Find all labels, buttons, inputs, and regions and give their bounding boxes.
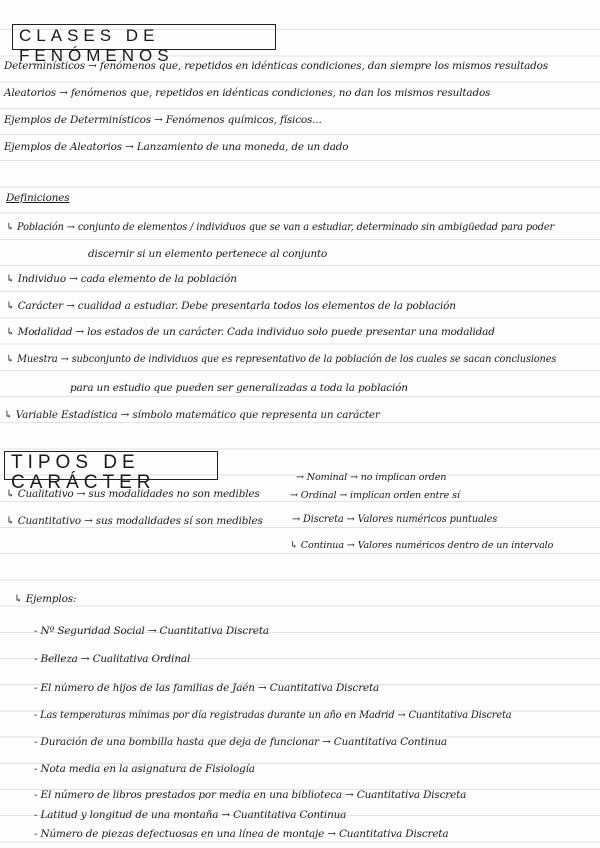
definition-line: ↳ Muestra → subconjunto de individuos que es representativo de la población de los cuales se sacan conclusiones	[6, 354, 557, 365]
tipo-discreta: → Discreta → Valores numéricos puntuales	[292, 514, 498, 525]
definition-line: ↳ Variable Estadística → símbolo matemático que representa un carácter	[4, 409, 380, 421]
definition-line: ↳ Individuo → cada elemento de la población	[6, 273, 237, 285]
example-item: - El número de hijos de las familias de Jaén → Cuantitativa Discreta	[34, 682, 380, 694]
example-item: - Belleza → Cualitativa Ordinal	[34, 653, 191, 665]
definition-line: discernir si un elemento pertenece al conjunto	[88, 248, 328, 260]
example-item: - Nº Seguridad Social → Cuantitativa Discreta	[34, 625, 269, 637]
page-title: CLASES DE FENÓMENOS	[12, 24, 276, 50]
example-item: - Las temperaturas mínimas por día registradas durante un año en Madrid → Cuantitativa Discreta	[34, 710, 512, 721]
tipo-cuantitativo: ↳ Cuantitativo → sus modalidades sí son medibles	[6, 515, 263, 527]
example-item: - Número de piezas defectuosas en una línea de montaje → Cuantitativa Discreta	[34, 828, 449, 840]
tipo-ordinal: → Ordinal → implican orden entre sí	[290, 490, 460, 501]
example-item: - Duración de una bombilla hasta que deja de funcionar → Cuantitativa Continua	[34, 736, 447, 748]
intro-line: Ejemplos de Aleatorios → Lanzamiento de una moneda, de un dado	[4, 141, 349, 153]
intro-line: Determinísticos → fenómenos que, repetidos en idénticas condiciones, dan siempre los mismos resultados	[4, 60, 548, 72]
intro-line: Ejemplos de Determinísticos → Fenómenos químicos, físicos...	[4, 114, 322, 126]
examples-heading: ↳ Ejemplos:	[14, 593, 77, 605]
example-item: - El número de libros prestados por media en una biblioteca → Cuantitativa Discreta	[34, 789, 467, 801]
intro-line: Aleatorios → fenómenos que, repetidos en idénticas condiciones, no dan los mismos resultados	[4, 87, 491, 99]
tipo-nominal: → Nominal → no implican orden	[296, 472, 447, 483]
definitions-heading: Definiciones	[6, 192, 70, 204]
tipo-cualitativo: ↳ Cualitativo → sus modalidades no son medibles	[6, 488, 260, 500]
example-item: - Latitud y longitud de una montaña → Cuantitativa Continua	[34, 809, 347, 821]
definition-line: para un estudio que pueden ser generalizadas a toda la población	[70, 382, 408, 394]
section-title: TIPOS DE CARÁCTER	[4, 451, 218, 480]
definition-line: ↳ Población → conjunto de elementos / individuos que se van a estudiar, determinado sin ambigüedad para poder	[6, 222, 555, 233]
example-item: - Nota media en la asignatura de Fisiología	[34, 763, 255, 775]
definition-line: ↳ Modalidad → los estados de un carácter. Cada individuo solo puede presentar una modalidad	[6, 326, 495, 338]
definition-line: ↳ Carácter → cualidad a estudiar. Debe presentarla todos los elementos de la población	[6, 300, 456, 312]
tipo-continua: ↳ Continua → Valores numéricos dentro de un intervalo	[290, 540, 554, 551]
